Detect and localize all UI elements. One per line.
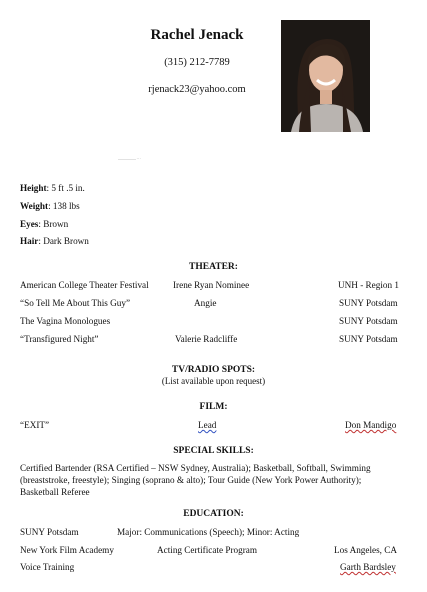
theater-role: Irene Ryan Nominee bbox=[173, 280, 250, 290]
stat-label: Height bbox=[20, 183, 47, 193]
stat-value: : 138 lbs bbox=[48, 201, 80, 211]
stat-label: Weight bbox=[20, 201, 49, 211]
theater-title: “Transfigured Night” bbox=[20, 334, 99, 344]
theater-venue: SUNY Potsdam bbox=[339, 316, 398, 326]
stat-height bbox=[20, 183, 85, 193]
stat-value: : Dark Brown bbox=[38, 236, 89, 246]
tv-heading: TV/RADIO SPOTS: bbox=[171, 365, 256, 375]
stat-weight bbox=[20, 201, 80, 211]
theater-title: American College Theater Festival bbox=[20, 280, 149, 290]
skills-text: Certified Bartender (RSA Certified – NSW Sydney, Australia); Basketball, Softball, Swimming (breaststroke, freestyle); Singing (soprano & alto); Tour Guide (New York Power Authority); Basketball Referee bbox=[20, 463, 371, 497]
stat-hair bbox=[20, 236, 89, 246]
education-place: Los Angeles, CA bbox=[334, 545, 398, 555]
stat-label: Eyes bbox=[20, 219, 39, 229]
film-director bbox=[345, 420, 396, 430]
theater-venue: UNH - Region 1 bbox=[338, 280, 399, 290]
stat-label: Hair bbox=[20, 236, 39, 246]
education-heading: EDUCATION: bbox=[183, 509, 244, 519]
theater-role: Angie bbox=[194, 298, 217, 308]
education-place: Garth Bardsley bbox=[340, 562, 396, 572]
stat-eyes bbox=[20, 219, 68, 229]
email-address: rjenack23@yahoo.com bbox=[148, 84, 246, 95]
theater-title: The Vagina Monologues bbox=[20, 316, 111, 326]
education-school: New York Film Academy bbox=[20, 545, 114, 555]
tv-note: (List available upon request) bbox=[161, 376, 266, 386]
education-school: Voice Training bbox=[20, 562, 75, 572]
headshot-photo bbox=[281, 20, 370, 132]
education-detail: Major: Communications (Speech); Minor: Acting bbox=[117, 527, 300, 537]
phone-number: (315) 212-7789 bbox=[164, 57, 230, 68]
education-school: SUNY Potsdam bbox=[20, 527, 79, 537]
theater-role: Valerie Radcliffe bbox=[175, 334, 238, 344]
film-title: “EXIT” bbox=[20, 420, 50, 430]
stat-value: : Brown bbox=[38, 219, 69, 229]
skills-heading: SPECIAL SKILLS: bbox=[173, 446, 254, 456]
tiny-mark: ____________ . . . bbox=[118, 156, 141, 160]
film-role: Lead bbox=[198, 420, 217, 430]
theater-heading: THEATER: bbox=[189, 262, 238, 272]
theater-title: “So Tell Me About This Guy” bbox=[20, 298, 131, 308]
applicant-name: Rachel Jenack bbox=[150, 27, 244, 43]
education-detail: Acting Certificate Program bbox=[157, 545, 258, 555]
headshot-image bbox=[281, 20, 370, 132]
film-director-name: Don Mandigo bbox=[345, 420, 397, 430]
film-heading: FILM: bbox=[199, 402, 228, 412]
stat-value: : 5 ft .5 in. bbox=[46, 183, 85, 193]
theater-venue: SUNY Potsdam bbox=[339, 298, 398, 308]
theater-venue: SUNY Potsdam bbox=[339, 334, 398, 344]
